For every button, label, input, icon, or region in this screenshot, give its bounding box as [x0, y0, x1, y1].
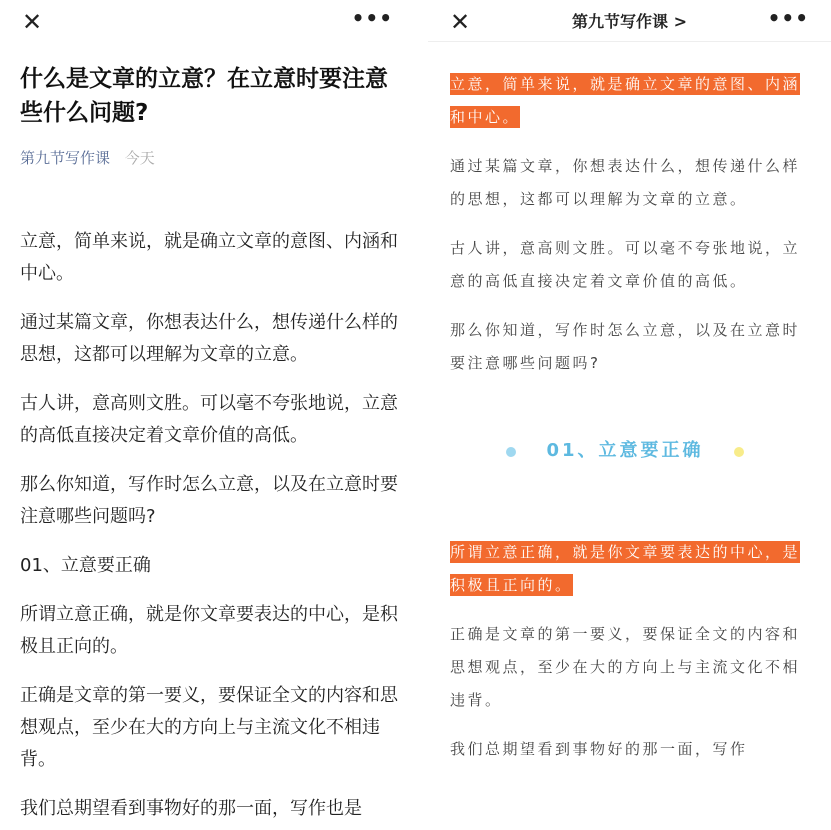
paragraph: 那么你知道，写作时怎么立意，以及在立意时要注意哪些问题吗?: [20, 474, 398, 527]
section-heading: [450, 396, 800, 536]
account-link[interactable]: 第九节写作课: [20, 149, 111, 167]
paragraph: 正确是文章的第一要义，要保证全文的内容和思想观点，至少在大的方向上与主流文化不相违背。: [450, 625, 801, 709]
publish-date: 今天: [124, 149, 155, 167]
highlighted-paragraph: 所谓立意正确，就是你文章要表达的中心，是积极且正向的。: [450, 543, 801, 594]
paragraph: 立意，简单来说，就是确立文章的意图、内涵和中心。: [20, 231, 398, 284]
paragraph: 那么你知道，写作时怎么立意，以及在立意时要注意哪些问题吗?: [450, 321, 801, 372]
article-meta: [20, 147, 155, 168]
section-title: 01、立意要正确: [538, 436, 711, 462]
paragraph: 古人讲，意高则文胜。可以毫不夸张地说，立意的高低直接决定着文章价值的高低。: [20, 393, 398, 446]
article-body: [20, 226, 400, 830]
article-panel-right: [428, 0, 831, 830]
top-bar: [0, 0, 415, 40]
dot-decoration: [734, 447, 744, 457]
paragraph: 所谓立意正确，就是你文章要表达的中心，是积极且正向的。: [20, 604, 398, 657]
more-icon[interactable]: •••: [767, 6, 809, 30]
paragraph: 通过某篇文章，你想表达什么，想传递什么样的思想，这都可以理解为文章的立意。: [450, 157, 801, 208]
more-icon[interactable]: •••: [351, 6, 393, 30]
paragraph: 通过某篇文章，你想表达什么，想传递什么样的思想，这都可以理解为文章的立意。: [20, 312, 398, 365]
paragraph: 我们总期望看到事物好的那一面，写作: [450, 740, 748, 758]
top-bar: [428, 0, 831, 42]
close-icon[interactable]: ✕: [450, 8, 471, 36]
paragraph: 正确是文章的第一要义，要保证全文的内容和思想观点，至少在大的方向上与主流文化不相违背。: [20, 685, 398, 770]
highlighted-paragraph: 立意，简单来说，就是确立文章的意图、内涵和中心。: [450, 75, 801, 126]
close-icon[interactable]: ✕: [22, 8, 43, 36]
section-heading: 01、立意要正确: [20, 555, 151, 576]
paragraph: 我们总期望看到事物好的那一面，写作也是: [20, 798, 362, 819]
dot-decoration: [506, 447, 516, 457]
account-title-link[interactable]: 第九节写作课 >: [572, 12, 687, 31]
article-panel-left: [0, 0, 415, 830]
article-title: 什么是文章的立意？在立意时要注意些什么问题?: [20, 66, 388, 126]
article-body: [450, 68, 800, 782]
paragraph: 古人讲，意高则文胜。可以毫不夸张地说，立意的高低直接决定着文章价值的高低。: [450, 239, 801, 290]
